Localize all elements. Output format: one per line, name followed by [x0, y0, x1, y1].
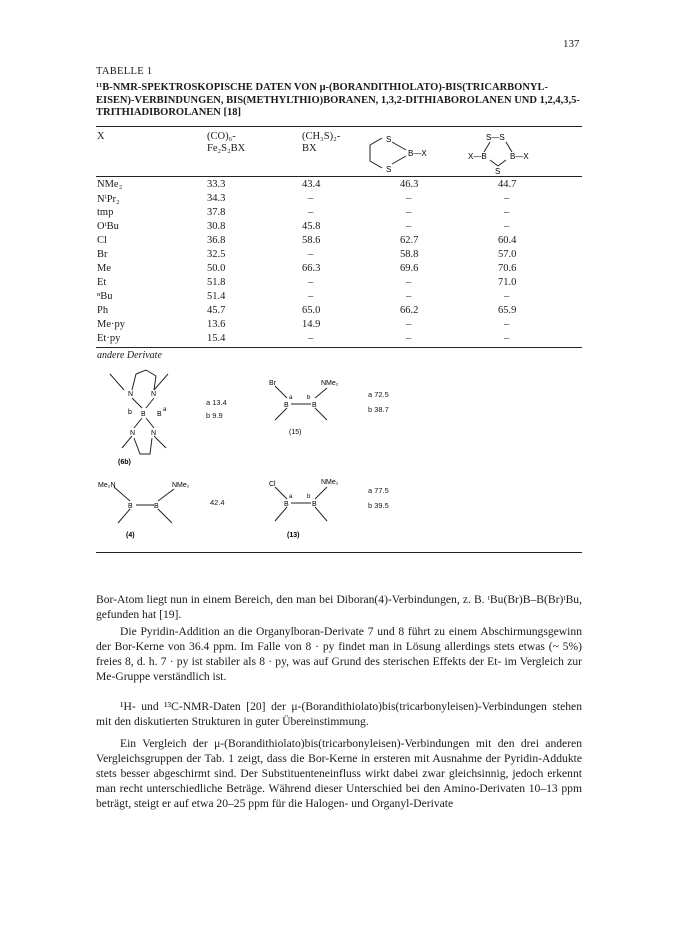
table-label: TABELLE 1	[96, 66, 153, 77]
row-label: tmp	[97, 207, 114, 218]
structure-15-icon	[265, 378, 360, 438]
row-label: ⁿBu	[97, 291, 113, 302]
table-cell: –	[504, 319, 510, 330]
row-label: Et	[97, 277, 107, 288]
table-cell: 46.3	[400, 179, 419, 190]
table-top-rule	[96, 126, 582, 127]
svg-text:Me₂N: Me₂N	[98, 482, 116, 489]
svg-text:S: S	[495, 167, 501, 176]
table-cell: –	[406, 333, 412, 344]
row-label: Me·py	[97, 319, 125, 330]
paragraph-4: Ein Vergleich der μ-(Borandithiolato)bis(tricarbonyleisen)-Verbindungen mit den drei anderen Vergleichsgruppen der Tab. 1 zeigt, dass die Bor-Kerne in ersteren mit Ausnahme der Pyridin-Addukte stets besser abgeschirmt sind. Der Substituenteneinfluss wirkt dabei zwar gleichsinnig, jedoch erkennt man recht unterschiedliche Beträge. Während dieser Unterschied bei den Amino-Derivaten 10–13 ppm beträgt, steigt er auf etwa 20–25 ppm für die Halogen- und Organyl-Derivate	[96, 737, 582, 810]
table-cell: 71.0	[498, 277, 517, 288]
table-cell: –	[308, 207, 314, 218]
header-col2: (CH₃S)₂- BX	[302, 131, 341, 154]
table-cell: 33.3	[207, 179, 226, 190]
table-cell: 69.6	[400, 263, 419, 274]
table-cell: –	[406, 207, 412, 218]
row-label: Br	[97, 249, 108, 260]
table-cell: 45.8	[302, 221, 321, 232]
svg-text:a: a	[163, 407, 167, 413]
svg-text:B—X: B—X	[408, 149, 427, 158]
svg-text:b: b	[128, 409, 132, 416]
table-cell: 43.4	[302, 179, 321, 190]
header-x: X	[97, 131, 105, 142]
svg-text:a: a	[289, 395, 293, 401]
table-cell: –	[406, 291, 412, 302]
trithiadiborolane-structure-icon	[468, 128, 568, 178]
svg-text:S—S: S—S	[486, 133, 505, 142]
table-cell: –	[406, 193, 412, 204]
table-cell: 62.7	[400, 235, 419, 246]
svg-text:Cl: Cl	[269, 481, 276, 488]
paragraph-1: Bor-Atom liegt nun in einem Bereich, den man bei Diboran(4)-Verbindungen, z. B. ᵗBu(Br)B–B(Br)ᵗBu, gefunden hat [19].	[96, 593, 582, 621]
svg-text:B—X: B—X	[510, 152, 529, 161]
structure-6b-icon	[96, 368, 206, 468]
svg-text:b: b	[307, 494, 311, 500]
structure-13-shifts: a 77.5 b 39.5	[368, 486, 389, 510]
table-cell: –	[308, 249, 314, 260]
table-cell: 30.8	[207, 221, 226, 232]
svg-text:B: B	[141, 411, 146, 418]
svg-text:(15): (15)	[289, 429, 302, 436]
svg-text:N: N	[151, 430, 157, 437]
structure-4-shift: 42.4	[210, 498, 225, 507]
table-cell: –	[406, 277, 412, 288]
svg-text:NMe₂: NMe₂	[172, 482, 190, 489]
svg-text:B: B	[157, 411, 162, 418]
table-cell: 58.6	[302, 235, 321, 246]
row-label: OᵗBu	[97, 221, 119, 232]
table-cell: 51.8	[207, 277, 226, 288]
row-label: Me	[97, 263, 111, 274]
table-cell: 58.8	[400, 249, 419, 260]
svg-text:b: b	[307, 395, 311, 401]
svg-text:B: B	[154, 503, 159, 510]
structure-6b-shifts: a 13.4 b 9.9	[206, 398, 227, 420]
row-label: Ph	[97, 305, 109, 316]
svg-text:B: B	[284, 501, 289, 508]
table-cell: –	[504, 193, 510, 204]
table-cell: 57.0	[498, 249, 517, 260]
svg-text:(4): (4)	[126, 532, 135, 539]
table-cell: 14.9	[302, 319, 321, 330]
table-cell: –	[504, 333, 510, 344]
table-caption: ¹¹B-NMR-SPEKTROSKOPISCHE DATEN VON μ-(BORANDITHIOLATO)-BIS(TRICARBONYL-EISEN)-VERBINDUNGEN, BIS(METHYLTHIO)BORANEN, 1,3,2-DITHIABOROLANEN UND 1,2,4,3,5-TRITHIADIBOROLANEN [18]	[96, 82, 580, 118]
table-cell: 15.4	[207, 333, 226, 344]
table-cell: 66.2	[400, 305, 419, 316]
svg-text:B: B	[312, 501, 317, 508]
svg-text:a: a	[289, 494, 293, 500]
dithiaborolane-structure-icon	[362, 128, 452, 178]
svg-text:S: S	[386, 135, 392, 144]
svg-text:N: N	[128, 391, 134, 398]
table-cell: 36.8	[207, 235, 226, 246]
svg-text:B: B	[284, 402, 289, 409]
table-cell: 66.3	[302, 263, 321, 274]
svg-text:NMe₂: NMe₂	[321, 479, 339, 486]
table-cell: 32.5	[207, 249, 226, 260]
svg-text:B: B	[128, 503, 133, 510]
structure-15-shifts: a 72.5 b 38.7	[368, 390, 389, 414]
row-label: NⁱPr₂	[97, 194, 120, 205]
svg-text:N: N	[151, 391, 157, 398]
table-cell: 13.6	[207, 319, 226, 330]
row-label: NMe₂	[97, 179, 123, 190]
svg-text:X—B: X—B	[468, 152, 487, 161]
table-cell: –	[308, 277, 314, 288]
svg-text:(6b): (6b)	[118, 459, 131, 466]
table-cell: 70.6	[498, 263, 517, 274]
structure-13-icon	[265, 475, 360, 540]
table-header-rule	[96, 176, 582, 177]
table-cell: –	[406, 221, 412, 232]
table-body-rule	[96, 347, 582, 348]
table-cell: –	[504, 291, 510, 302]
table-cell: 60.4	[498, 235, 517, 246]
page-number: 137	[563, 38, 580, 50]
table-cell: 37.8	[207, 207, 226, 218]
svg-text:N: N	[130, 430, 136, 437]
svg-text:S: S	[386, 165, 392, 174]
svg-text:Br: Br	[269, 380, 276, 387]
table-cell: 44.7	[498, 179, 517, 190]
table-cell: –	[308, 333, 314, 344]
row-label: Et·py	[97, 333, 121, 344]
table-cell: –	[504, 221, 510, 232]
row-label: Cl	[97, 235, 107, 246]
svg-text:(13): (13)	[287, 532, 300, 539]
table-cell: 51.4	[207, 291, 226, 302]
table-cell: –	[308, 291, 314, 302]
paragraph-2: Die Pyridin-Addition an die Organylboran-Derivate 7 und 8 führt zu einem Abschirmungsgewinn der Bor-Kerne von 36.4 ppm. Im Falle von 8 · py findet man in Lösung allerdings stets etwas (~ 5%) freies 8, d. h. 7 · py ist stabiler als 8 · py, was auf Grund des sterischen Effekts der Et- im Vergleich zur Me-Gruppe verständlich ist.	[96, 625, 582, 683]
header-col1: (CO)₆- Fe₂S₂BX	[207, 131, 246, 154]
table-cell: 50.0	[207, 263, 226, 274]
table-cell: –	[504, 207, 510, 218]
paragraph-3: ¹H- und ¹³C-NMR-Daten [20] der μ-(Borandithiolato)bis(tricarbonyleisen)-Verbindungen stehen mit den diskutierten Strukturen in guter Übereinstimmung.	[96, 700, 582, 728]
svg-text:NMe₂: NMe₂	[321, 380, 339, 387]
svg-text:B: B	[312, 402, 317, 409]
table-cell: –	[406, 319, 412, 330]
table-cell: 34.3	[207, 193, 226, 204]
structure-4-icon	[96, 475, 206, 540]
table-cell: 45.7	[207, 305, 226, 316]
table-cell: 65.0	[302, 305, 321, 316]
other-derivatives-label: andere Derivate	[97, 350, 162, 361]
table-bottom-rule	[96, 552, 582, 553]
table-cell: 65.9	[498, 305, 517, 316]
table-cell: –	[308, 193, 314, 204]
